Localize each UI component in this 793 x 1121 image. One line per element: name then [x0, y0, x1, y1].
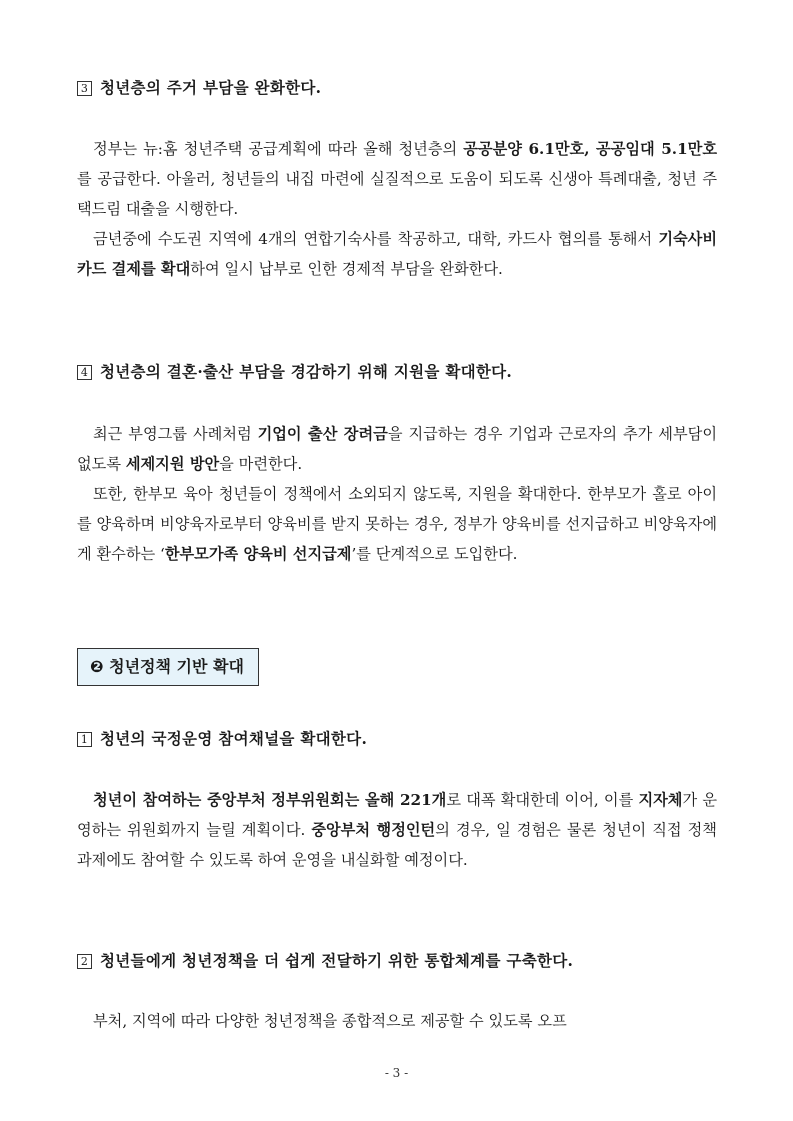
- item-number-box: 1: [77, 732, 92, 747]
- bold-text: 공공분양 6.1만호, 공공임대 5.1만호: [463, 140, 717, 158]
- text-run: ’를 단계적으로 도입한다.: [351, 545, 518, 563]
- bold-text: 중앙부처 행정인턴: [311, 821, 436, 839]
- bold-text: 기숙사비 카드 결제를 확대: [77, 230, 717, 278]
- text-run: 하여 일시 납부로 인한 경제적 부담을 완화한다.: [190, 260, 503, 278]
- item-number-box: 4: [77, 365, 92, 380]
- section-heading: [77, 949, 717, 971]
- section-title: 청년정책 기반 확대: [109, 657, 244, 676]
- heading-text: 청년층의 결혼·출산 부담을 경감하기 위해 지원을 확대한다.: [100, 362, 513, 381]
- section-marker: ❷: [90, 657, 104, 676]
- text-run: 로 대폭 확대한데 이어, 이를: [446, 791, 639, 809]
- text-run: 금년중에 수도권 지역에 4개의 연합기숙사를 착공하고, 대학, 카드사 협의를 통해서: [93, 230, 659, 248]
- bold-text: 지자체: [638, 791, 683, 809]
- text-run: 을 마련한다.: [219, 455, 303, 473]
- page-number: - 3 -: [384, 1066, 409, 1080]
- bold-text: 세제지원 방안: [125, 455, 220, 473]
- text-run: 가 운영하는 위원회까지 늘릴 계획이다.: [77, 791, 718, 839]
- section-heading: [77, 360, 717, 382]
- paragraph: [77, 479, 717, 569]
- heading-text: 청년들에게 청년정책을 더 쉽게 전달하기 위한 통합체계를 구축한다.: [100, 951, 574, 970]
- text-run: 의 경우, 일 경험은 물론 청년이 직접 정책과제에도 참여할 수 있도록 하여 운영을 내실화할 예정이다.: [77, 821, 717, 869]
- item-number-box: 3: [77, 81, 92, 96]
- item-number-box: 2: [77, 954, 92, 969]
- bold-text: 청년이 참여하는 중앙부처 정부위원회는 올해 221개: [93, 791, 447, 809]
- paragraph: [77, 785, 717, 875]
- section-heading: [77, 727, 717, 749]
- text-run: 를 공급한다. 아울러, 청년들의 내집 마련에 실질적으로 도움이 되도록 신생아 특례대출, 청년 주택드림 대출을 시행한다.: [77, 170, 717, 218]
- text-run: 최근 부영그룹 사례처럼: [93, 425, 258, 443]
- text-run: 정부는 뉴:홈 청년주택 공급계획에 따라 올해 청년층의: [93, 140, 464, 158]
- paragraph: [77, 1006, 717, 1036]
- heading-text: 청년층의 주거 부담을 완화한다.: [100, 78, 322, 97]
- bold-text: 한부모가족 양육비 선지급제: [164, 545, 352, 563]
- text-run: 부처, 지역에 따라 다양한 청년정책을 종합적으로 제공할 수 있도록 오프: [93, 1012, 567, 1030]
- section-title-box: [77, 648, 259, 686]
- heading-text: 청년의 국정운영 참여채널을 확대한다.: [100, 729, 368, 748]
- paragraph: [77, 134, 717, 224]
- paragraph: [77, 419, 717, 479]
- text-run: 을 지급하는 경우 기업과 근로자의 추가 세부담이 없도록: [77, 425, 717, 473]
- section-heading: [77, 76, 717, 98]
- paragraph: [77, 224, 717, 284]
- bold-text: 기업이 출산 장려금: [257, 425, 388, 443]
- text-run: 또한, 한부모 육아 청년들이 정책에서 소외되지 않도록, 지원을 확대한다. 한부모가 홀로 아이를 양육하며 비양육자로부터 양육비를 받지 못하는 경우, 정부가 양육비를 선지급하고 비양육자에게 환수하는 ‘: [77, 485, 717, 563]
